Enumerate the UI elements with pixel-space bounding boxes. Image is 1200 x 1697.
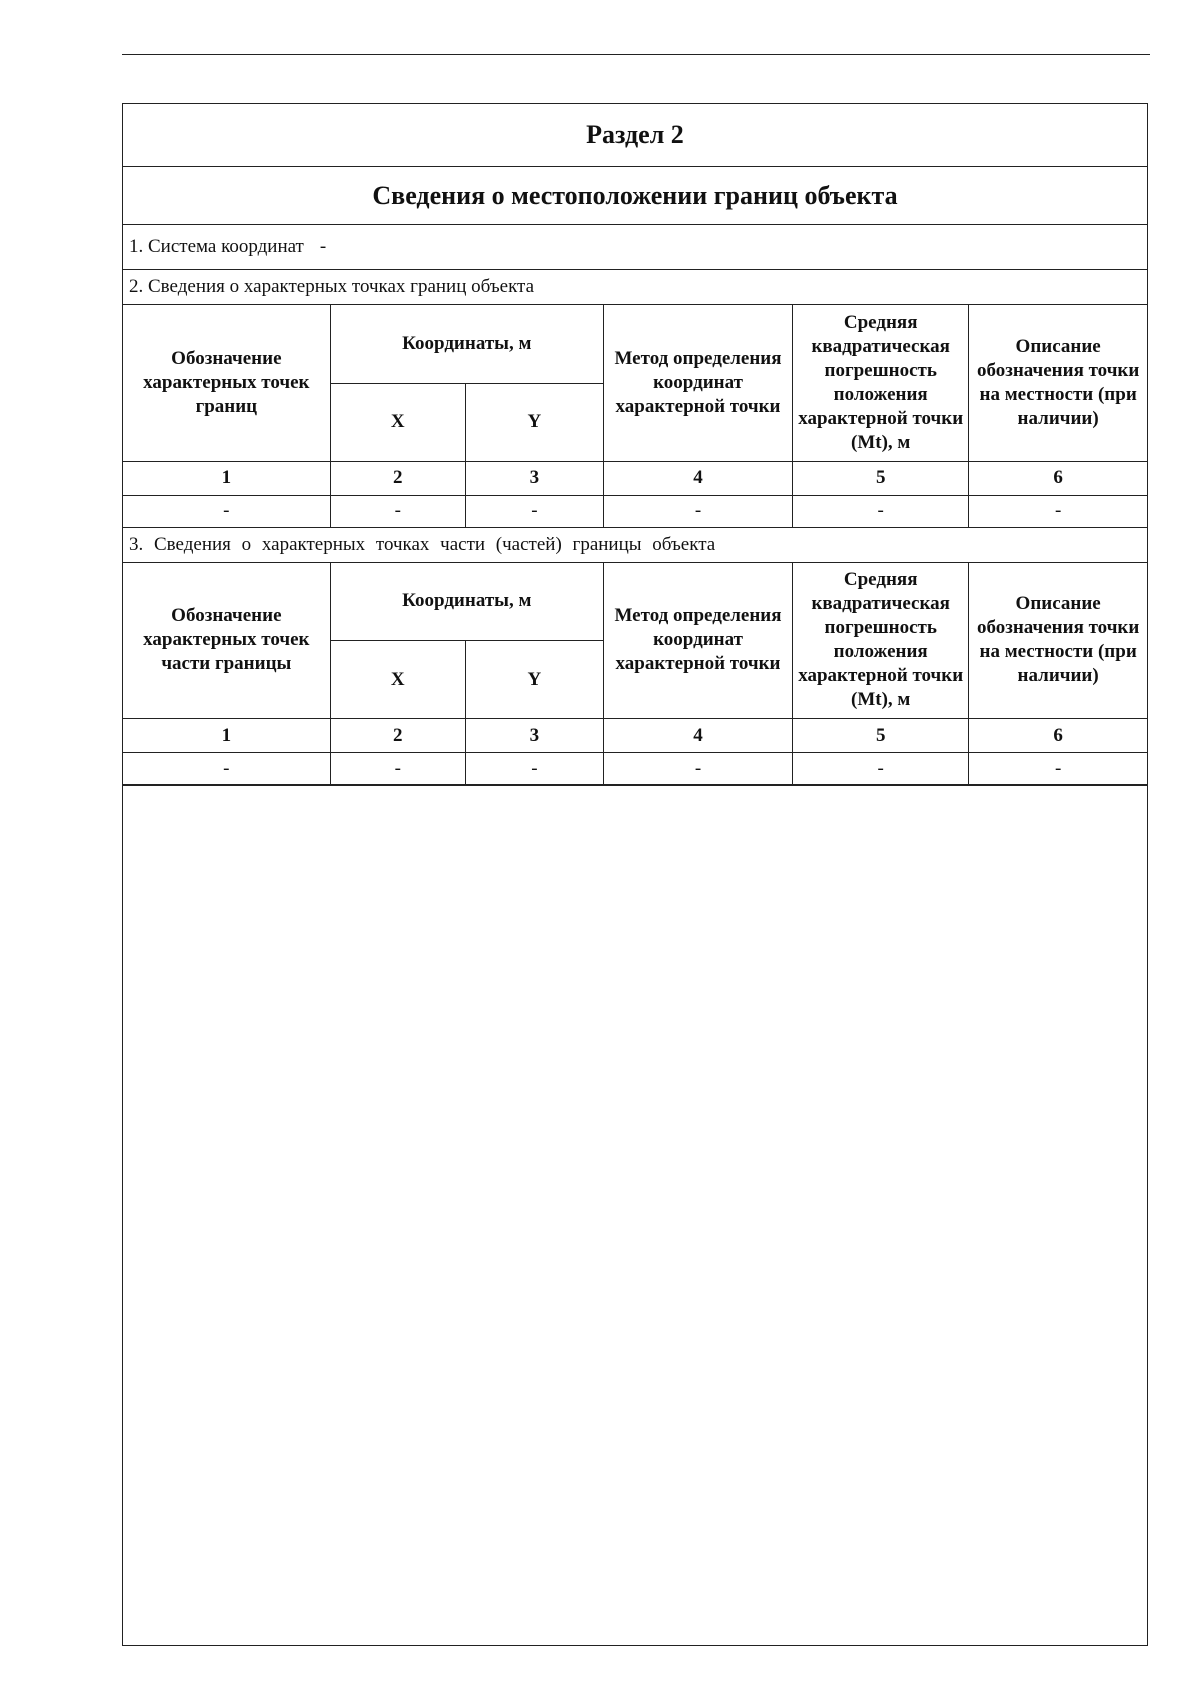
part-points-table [123, 563, 1147, 786]
column-number: 1 [123, 461, 330, 495]
column-number: 5 [793, 461, 969, 495]
header-description: Описание обозначения точки на местности (при наличии) [969, 563, 1147, 719]
header-x: X [330, 641, 465, 719]
part-points-block-label: 3. Сведения о характерных точках части (частей) границы объекта [123, 528, 1147, 563]
table-row [123, 753, 1147, 785]
section-subtitle: Сведения о местоположении границ объекта [123, 167, 1147, 225]
column-number: 5 [793, 719, 969, 753]
coordinate-system-value: - [319, 236, 327, 257]
column-number: 4 [603, 461, 792, 495]
table-cell: - [969, 495, 1147, 527]
header-designation: Обозначение характерных точек части границы [123, 563, 330, 719]
points-table [123, 305, 1147, 528]
table-cell: - [793, 495, 969, 527]
header-method: Метод определения координат характерной точки [603, 563, 792, 719]
points-block-label: 2. Сведения о характерных точках границ объекта [123, 270, 1147, 305]
blank-area [123, 785, 1147, 786]
table-cell: - [330, 753, 465, 785]
header-coordinates: Координаты, м [330, 305, 603, 383]
table-cell: - [465, 495, 603, 527]
header-error: Средняя квадратическая погрешность положения характерной точки (Mt), м [793, 305, 969, 461]
table-cell: - [603, 495, 792, 527]
table-cell: - [123, 753, 330, 785]
document-frame [122, 103, 1148, 1646]
header-coordinates: Координаты, м [330, 563, 603, 641]
header-x: X [330, 383, 465, 461]
header-designation: Обозначение характерных точек границ [123, 305, 330, 461]
table-cell: - [465, 753, 603, 785]
column-number: 2 [330, 719, 465, 753]
column-number: 2 [330, 461, 465, 495]
column-number: 4 [603, 719, 792, 753]
column-number: 1 [123, 719, 330, 753]
header-method: Метод определения координат характерной точки [603, 305, 792, 461]
column-number-row [123, 461, 1147, 495]
section-title: Раздел 2 [123, 104, 1147, 167]
top-rule [122, 54, 1150, 55]
column-number: 6 [969, 719, 1147, 753]
table-cell: - [793, 753, 969, 785]
table-cell: - [330, 495, 465, 527]
coordinate-system-label: 1. Система координат [129, 236, 304, 257]
header-y: Y [465, 383, 603, 461]
header-description: Описание обозначения точки на местности (при наличии) [969, 305, 1147, 461]
header-error: Средняя квадратическая погрешность положения характерной точки (Mt), м [793, 563, 969, 719]
header-y: Y [465, 641, 603, 719]
table-cell: - [123, 495, 330, 527]
column-number: 3 [465, 719, 603, 753]
column-number-row [123, 719, 1147, 753]
table-cell: - [969, 753, 1147, 785]
column-number: 3 [465, 461, 603, 495]
table-row [123, 495, 1147, 527]
table-cell: - [603, 753, 792, 785]
coordinate-system-row [123, 225, 1147, 270]
column-number: 6 [969, 461, 1147, 495]
